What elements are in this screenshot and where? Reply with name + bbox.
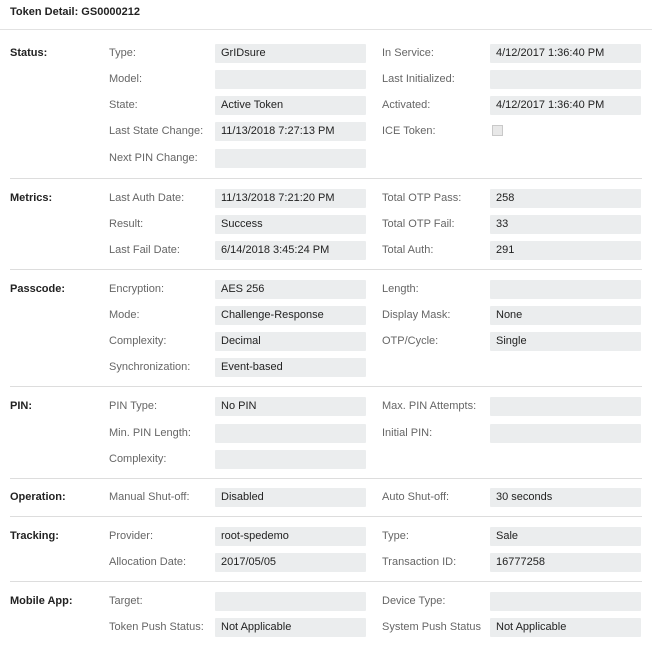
target-label: Target:: [109, 595, 143, 607]
allocation-date-label: Allocation Date:: [109, 556, 187, 568]
transaction-id-label: Transaction ID:: [382, 556, 457, 568]
total-otp-pass-label: Total OTP Pass:: [382, 192, 462, 204]
model-value: [215, 70, 366, 89]
result-label: Result:: [109, 218, 144, 230]
total-auth-value: 291: [490, 241, 641, 260]
pin-complexity-label: Complexity:: [109, 453, 167, 465]
pin-type-value: No PIN: [215, 397, 366, 416]
section-heading-operation: Operation:: [10, 491, 66, 503]
title-divider: [0, 29, 652, 30]
last-state-change-value: 11/13/2018 7:27:13 PM: [215, 122, 366, 141]
otp-cycle-label: OTP/Cycle:: [382, 335, 439, 347]
system-push-status-label: System Push Status: [382, 621, 482, 633]
section-divider: [10, 386, 642, 387]
max-pin-attempts-value: [490, 397, 641, 416]
initial-pin-value: [490, 424, 641, 443]
last-state-change-label: Last State Change:: [109, 125, 204, 137]
in-service-value: 4/12/2017 1:36:40 PM: [490, 44, 641, 63]
auto-shutoff-value: 30 seconds: [490, 488, 641, 507]
min-pin-length-value: [215, 424, 366, 443]
provider-value: root-spedemo: [215, 527, 366, 546]
passcode-complexity-label: Complexity:: [109, 335, 167, 347]
section-divider: [10, 516, 642, 517]
result-value: Success: [215, 215, 366, 234]
mode-value: Challenge-Response: [215, 306, 366, 325]
pin-type-label: PIN Type:: [109, 400, 158, 412]
page-title: Token Detail: GS0000212: [10, 6, 141, 18]
state-label: State:: [109, 99, 138, 111]
token-push-status-label: Token Push Status:: [109, 621, 204, 633]
last-initialized-value: [490, 70, 641, 89]
ice-token-checkbox[interactable]: [492, 125, 503, 136]
mode-label: Mode:: [109, 309, 140, 321]
max-pin-attempts-label: Max. PIN Attempts:: [382, 400, 477, 412]
tracking-type-label: Type:: [382, 530, 409, 542]
last-auth-date-label: Last Auth Date:: [109, 192, 185, 204]
last-initialized-label: Last Initialized:: [382, 73, 455, 85]
initial-pin-label: Initial PIN:: [382, 427, 433, 439]
encryption-value: AES 256: [215, 280, 366, 299]
section-divider: [10, 269, 642, 270]
synchronization-label: Synchronization:: [109, 361, 191, 373]
passcode-complexity-value: Decimal: [215, 332, 366, 351]
section-heading-status: Status:: [10, 47, 48, 59]
model-label: Model:: [109, 73, 143, 85]
target-value: [215, 592, 366, 611]
manual-shutoff-label: Manual Shut-off:: [109, 491, 190, 503]
total-auth-label: Total Auth:: [382, 244, 434, 256]
token-push-status-value: Not Applicable: [215, 618, 366, 637]
ice-token-label: ICE Token:: [382, 125, 436, 137]
length-value: [490, 280, 641, 299]
last-auth-date-value: 11/13/2018 7:21:20 PM: [215, 189, 366, 208]
activated-value: 4/12/2017 1:36:40 PM: [490, 96, 641, 115]
section-heading-mobile-app: Mobile App:: [10, 595, 73, 607]
type-label: Type:: [109, 47, 136, 59]
total-otp-fail-label: Total OTP Fail:: [382, 218, 455, 230]
section-divider: [10, 478, 642, 479]
display-mask-label: Display Mask:: [382, 309, 451, 321]
section-heading-metrics: Metrics:: [10, 192, 53, 204]
type-value: GrIDsure: [215, 44, 366, 63]
state-value: Active Token: [215, 96, 366, 115]
device-type-value: [490, 592, 641, 611]
next-pin-change-label: Next PIN Change:: [109, 152, 198, 164]
device-type-label: Device Type:: [382, 595, 446, 607]
activated-label: Activated:: [382, 99, 431, 111]
length-label: Length:: [382, 283, 419, 295]
tracking-type-value: Sale: [490, 527, 641, 546]
encryption-label: Encryption:: [109, 283, 165, 295]
otp-cycle-value: Single: [490, 332, 641, 351]
next-pin-change-value: [215, 149, 366, 168]
provider-label: Provider:: [109, 530, 154, 542]
display-mask-value: None: [490, 306, 641, 325]
last-fail-date-value: 6/14/2018 3:45:24 PM: [215, 241, 366, 260]
manual-shutoff-value: Disabled: [215, 488, 366, 507]
allocation-date-value: 2017/05/05: [215, 553, 366, 572]
section-heading-tracking: Tracking:: [10, 530, 59, 542]
total-otp-fail-value: 33: [490, 215, 641, 234]
synchronization-value: Event-based: [215, 358, 366, 377]
last-fail-date-label: Last Fail Date:: [109, 244, 180, 256]
section-divider: [10, 178, 642, 179]
section-heading-pin: PIN:: [10, 400, 32, 412]
section-heading-passcode: Passcode:: [10, 283, 66, 295]
in-service-label: In Service:: [382, 47, 434, 59]
min-pin-length-label: Min. PIN Length:: [109, 427, 191, 439]
total-otp-pass-value: 258: [490, 189, 641, 208]
pin-complexity-value: [215, 450, 366, 469]
section-divider: [10, 581, 642, 582]
auto-shutoff-label: Auto Shut-off:: [382, 491, 450, 503]
system-push-status-value: Not Applicable: [490, 618, 641, 637]
transaction-id-value: 16777258: [490, 553, 641, 572]
